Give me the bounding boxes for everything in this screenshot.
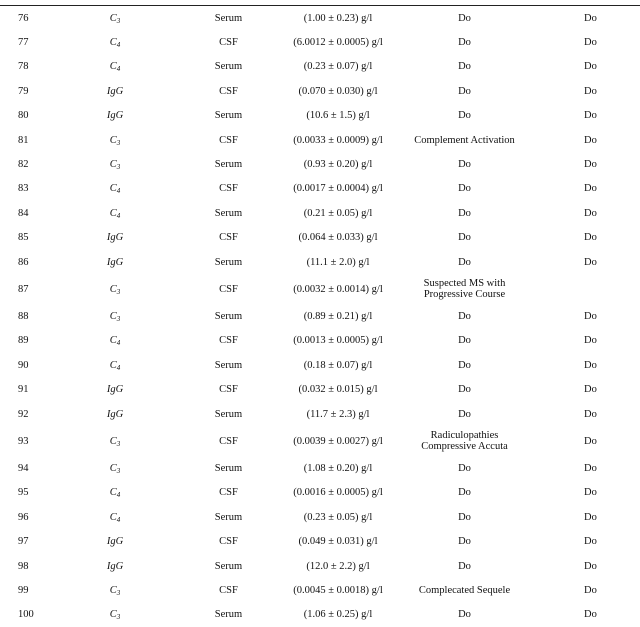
component-cell: $C_3$ [109,12,121,25]
reference-cell: Do [584,384,597,396]
concentration-value-cell: (0.23 ± 0.05) g/l [303,511,373,523]
row-number: 95 [18,487,29,499]
sample-type-cell: Serum [214,159,243,171]
concentration-value-cell: (0.93 ± 0.20) g/l [303,159,373,171]
sample-type-cell: CSF [219,183,238,195]
sample-type-cell: CSF [219,37,238,49]
concentration-value-cell: (0.064 ± 0.033) g/l [298,232,378,244]
row-number: 76 [18,12,29,24]
component-cell: $C_3$ [109,584,121,597]
concentration-value-cell: (0.0016 ± 0.0005) g/l [293,487,383,499]
condition-cell [389,377,540,401]
sample-type-cell: CSF [219,487,238,499]
condition-line: Do [458,232,471,244]
row-number: 86 [18,256,29,268]
condition-cell [389,79,540,103]
table-row [0,128,640,152]
condition-line: Do [458,37,471,49]
condition-line: Do [458,536,471,548]
concentration-value-cell: (0.0045 ± 0.0018) g/l [293,584,383,596]
condition-line: Do [458,110,471,122]
condition-line: Do [458,511,471,523]
concentration-value-cell: (0.18 ± 0.07) g/l [303,359,373,371]
reference-cell: Do [584,609,597,621]
sample-type-cell: Serum [214,256,243,268]
row-number: 97 [18,536,29,548]
sample-type-cell: CSF [219,384,238,396]
condition-cell [389,529,540,553]
condition-cell [389,152,540,176]
concentration-value-cell: (0.0013 ± 0.0005) g/l [293,335,383,347]
condition-cell [389,304,540,328]
row-number: 81 [18,134,29,146]
table-row [0,578,640,602]
table-row [0,402,640,426]
component-cell: $C_3$ [109,435,121,448]
sample-type-cell: Serum [214,408,243,420]
sample-type-cell: Serum [214,609,243,621]
table-row [0,529,640,553]
component-cell: $C_4$ [109,487,121,500]
table-body [0,6,640,627]
sample-type-cell: Serum [214,310,243,322]
sample-type-cell: Serum [214,511,243,523]
sample-type-cell: Serum [214,110,243,122]
row-number: 93 [18,435,29,447]
condition-line: Progressive Course [423,289,506,301]
concentration-value-cell: (12.0 ± 2.2) g/l [306,560,370,572]
component-cell: IgG [106,85,124,97]
table-row [0,603,640,627]
table-row [0,274,640,304]
condition-cell [389,274,540,304]
condition-line: Do [458,256,471,268]
reference-cell: Do [584,85,597,97]
condition-cell [389,505,540,529]
table-row [0,426,640,456]
reference-cell: Do [584,207,597,219]
reference-cell [540,274,640,304]
sample-type-cell: CSF [219,134,238,146]
reference-cell: Do [584,61,597,73]
concentration-value-cell: (0.032 ± 0.015) g/l [298,384,378,396]
condition-line: Do [458,207,471,219]
row-number: 88 [18,310,29,322]
condition-line: Do [458,359,471,371]
reference-cell: Do [584,110,597,122]
row-number: 90 [18,359,29,371]
row-number: 78 [18,61,29,73]
reference-cell: Do [584,183,597,195]
table-row [0,304,640,328]
condition-line: Complecated Sequele [418,584,511,596]
concentration-value-cell: (11.7 ± 2.3) g/l [306,408,370,420]
condition-cell [389,55,540,79]
table-row [0,456,640,480]
table-row [0,201,640,225]
table-row [0,79,640,103]
table-row [0,55,640,79]
sample-type-cell: Serum [214,462,243,474]
concentration-value-cell: (6.0012 ± 0.0005) g/l [293,37,383,49]
condition-line: Do [458,310,471,322]
row-number: 94 [18,462,29,474]
reference-cell: Do [584,335,597,347]
condition-line: Do [458,12,471,24]
row-number: 99 [18,584,29,596]
reference-cell: Do [584,408,597,420]
condition-line: Do [458,61,471,73]
condition-line: Do [458,609,471,621]
component-cell: $C_4$ [109,335,121,348]
condition-line: Do [458,487,471,499]
concentration-value-cell: (1.08 ± 0.20) g/l [303,462,373,474]
reference-cell: Do [584,37,597,49]
sample-type-cell: CSF [219,536,238,548]
condition-line: Radiculopathies [430,430,499,442]
condition-line: Do [458,335,471,347]
condition-cell [389,6,540,30]
sample-type-cell: CSF [219,435,238,447]
component-cell: $C_3$ [109,310,121,323]
component-cell: $C_4$ [109,61,121,74]
condition-line: Do [458,408,471,420]
row-number: 82 [18,159,29,171]
reference-cell: Do [584,511,597,523]
condition-cell [389,201,540,225]
reference-cell: Do [584,310,597,322]
sample-type-cell: CSF [219,335,238,347]
reference-cell: Do [584,487,597,499]
component-cell: $C_4$ [109,359,121,372]
component-cell: IgG [106,408,124,420]
reference-cell: Do [584,134,597,146]
reference-cell: Do [584,435,597,447]
concentration-value-cell: (0.0017 ± 0.0004) g/l [293,183,383,195]
data-table [0,6,640,627]
condition-cell [389,554,540,578]
concentration-value-cell: (11.1 ± 2.0) g/l [306,256,370,268]
concentration-value-cell: (0.070 ± 0.030) g/l [298,85,378,97]
condition-cell [389,250,540,274]
reference-cell: Do [584,560,597,572]
reference-cell: Do [584,256,597,268]
reference-cell: Do [584,462,597,474]
table-row [0,481,640,505]
sample-type-cell: Serum [214,359,243,371]
row-number: 89 [18,335,29,347]
condition-line: Do [458,85,471,97]
sample-type-cell: Serum [214,207,243,219]
component-cell: $C_3$ [109,134,121,147]
table-row [0,554,640,578]
row-number: 85 [18,232,29,244]
condition-cell [389,481,540,505]
table-row [0,505,640,529]
table-row [0,177,640,201]
reference-cell: Do [584,232,597,244]
sample-type-cell: CSF [219,232,238,244]
condition-cell [389,177,540,201]
component-cell: $C_3$ [109,462,121,475]
component-cell: IgG [106,560,124,572]
component-cell: $C_3$ [109,609,121,622]
concentration-value-cell: (1.00 ± 0.23) g/l [303,12,373,24]
condition-line: Do [458,183,471,195]
concentration-value-cell: (0.21 ± 0.05) g/l [303,207,373,219]
concentration-value-cell: (0.049 ± 0.031) g/l [298,536,378,548]
reference-cell: Do [584,12,597,24]
table-row [0,152,640,176]
row-number: 80 [18,110,29,122]
sample-type-cell: Serum [214,12,243,24]
sample-type-cell: CSF [219,85,238,97]
condition-line: Complement Activation [414,134,515,146]
reference-cell: Do [584,359,597,371]
condition-cell [389,603,540,627]
reference-cell: Do [584,584,597,596]
table-row [0,226,640,250]
condition-line: Do [458,384,471,396]
condition-cell [389,426,540,456]
condition-line: Do [458,159,471,171]
concentration-value-cell: (0.0032 ± 0.0014) g/l [293,283,383,295]
component-cell: $C_4$ [109,37,121,50]
row-number: 77 [18,37,29,49]
component-cell: IgG [106,384,124,396]
condition-cell [389,128,540,152]
row-number: 92 [18,408,29,420]
sample-type-cell: Serum [214,61,243,73]
row-number: 87 [18,283,29,295]
condition-cell [389,456,540,480]
component-cell: IgG [106,256,124,268]
condition-cell [389,402,540,426]
component-cell: $C_4$ [109,207,121,220]
condition-line: Do [458,560,471,572]
table-row [0,104,640,128]
sample-type-cell: Serum [214,560,243,572]
condition-cell [389,30,540,54]
component-cell: $C_4$ [109,183,121,196]
table-row [0,30,640,54]
condition-cell [389,329,540,353]
table-row [0,377,640,401]
concentration-value-cell: (0.23 ± 0.07) g/l [303,61,373,73]
row-number: 84 [18,207,29,219]
reference-cell: Do [584,536,597,548]
concentration-value-cell: (1.06 ± 0.25) g/l [303,609,373,621]
row-number: 83 [18,183,29,195]
row-number: 96 [18,511,29,523]
concentration-value-cell: (0.89 ± 0.21) g/l [303,310,373,322]
row-number: 100 [18,609,34,621]
sample-type-cell: CSF [219,584,238,596]
condition-line: Compressive Accuta [421,441,508,453]
condition-cell [389,353,540,377]
condition-cell [389,104,540,128]
condition-line: Do [458,462,471,474]
component-cell: IgG [106,232,124,244]
condition-line: Suspected MS with [423,278,506,290]
table-row [0,353,640,377]
row-number: 79 [18,85,29,97]
concentration-value-cell: (0.0039 ± 0.0027) g/l [293,435,383,447]
component-cell: IgG [106,536,124,548]
component-cell: $C_3$ [109,159,121,172]
table-row [0,6,640,30]
component-cell: $C_4$ [109,511,121,524]
row-number: 91 [18,384,29,396]
table-row [0,329,640,353]
table-row [0,250,640,274]
component-cell: $C_3$ [109,283,121,296]
sample-type-cell: CSF [219,283,238,295]
condition-cell [389,578,540,602]
row-number: 98 [18,560,29,572]
condition-cell [389,226,540,250]
reference-cell: Do [584,159,597,171]
concentration-value-cell: (0.0033 ± 0.0009) g/l [293,134,383,146]
concentration-value-cell: (10.6 ± 1.5) g/l [306,110,370,122]
component-cell: IgG [106,110,124,122]
